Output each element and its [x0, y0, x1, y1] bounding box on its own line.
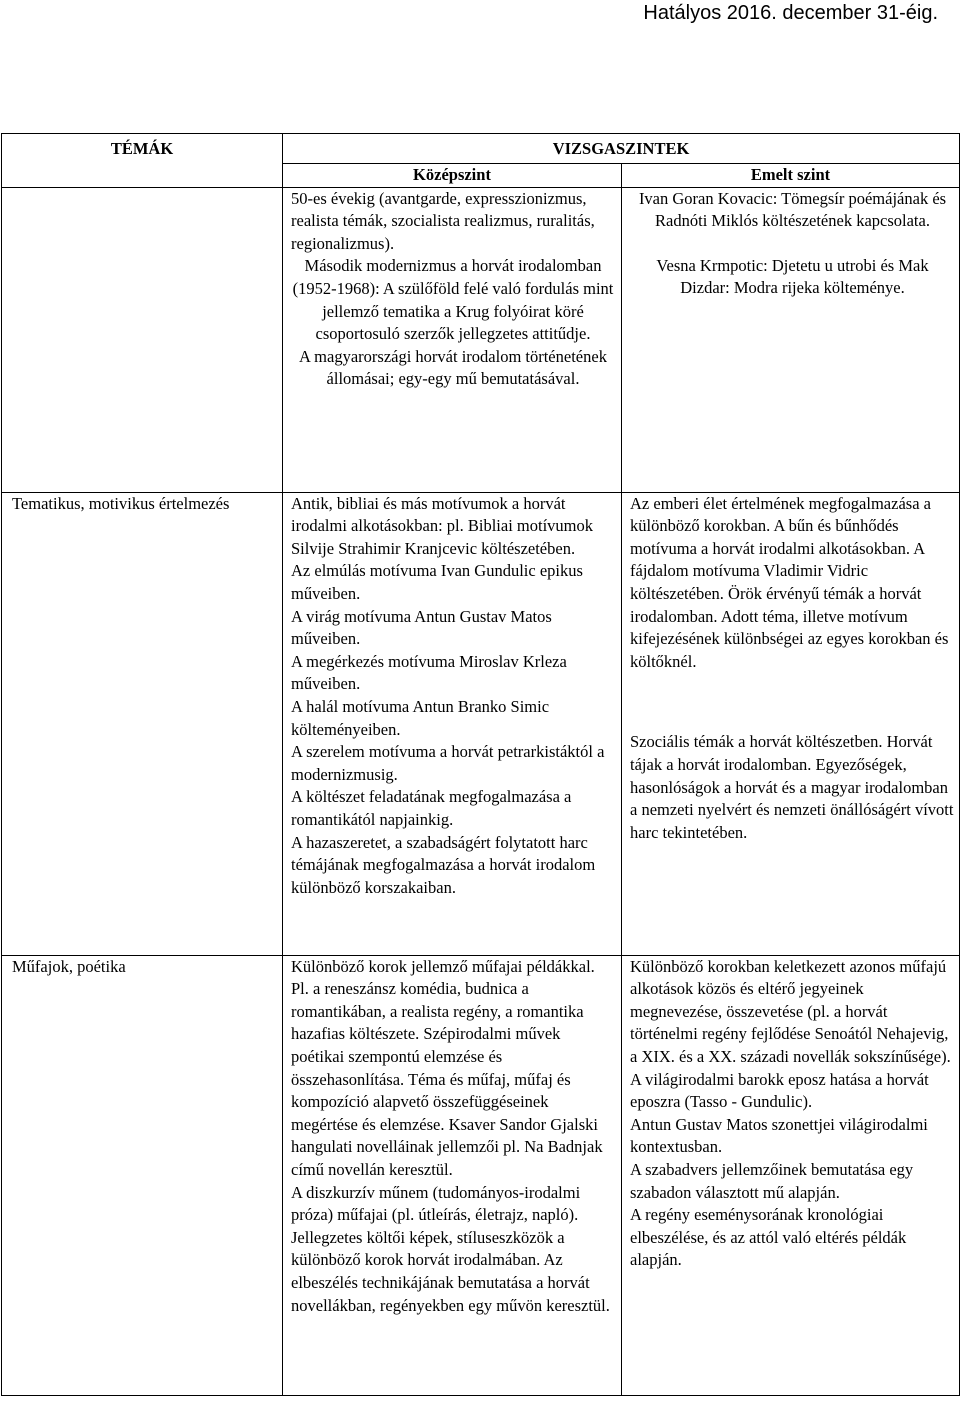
cell-paragraph: Különböző korokban keletkezett azonos műfajú alkotások közös és eltérő jegyeinek megnevezése, összevetése (pl. a horvát történelmi regény fejlődése Senoától Nehajevig, a XIX. és a XX. századi novellák sokszínűsége).: [630, 956, 951, 1066]
table-row: [2, 492, 960, 955]
mid-level-header: Középszint: [283, 164, 622, 188]
cell-paragraph: 50-es évekig (avantgarde, expresszionizmus, realista témák, szocialista realizmus, ruralitás, regionalizmus).: [291, 188, 595, 253]
cell-paragraph: Ivan Goran Kovacic: Tömegsír poémájának és Radnóti Miklós költészetének kapcsolata.: [638, 188, 947, 231]
cell-paragraph: Különböző korok jellemző műfajai példákkal. Pl. a reneszánsz komédia, budnica a romantikában, a realista regény, a romantika hazafias költészete. Szépirodalmi művek poétikai szempontú elemzése és összehasonlítása. Téma és műfaj, műfaj és kompozíció alapvető összefüggéseinek megértése és elemzése. Ksaver Sandor Gjalski hangulati novelláinak jellemzői pl. Na Badnjak című novellán keresztül.: [291, 956, 603, 1179]
cell-paragraph: A költészet feladatának megfogalmazása a romantikától napjainkig.: [291, 787, 572, 829]
exam-levels-header: VIZSGASZINTEK: [283, 134, 960, 164]
cell-paragraph: A szabadvers jellemzőinek bemutatása egy szabadon választott mű alapján.: [630, 1159, 914, 1202]
cell-paragraph: Második modernizmus a horvát irodalomban (1952-1968): A szülőföld felé való fordulás mint jellemző tematika a Krug folyóirat köré csoportosuló szerzők jellegzetes attitűdje.: [292, 256, 614, 344]
cell-paragraph: Antik, bibliai és más motívumok a horvát irodalmi alkotásokban: pl. Bibliai motívumok Silvije Strahimir Kranjcevic költészetében.: [291, 493, 594, 558]
validity-note: Hatályos 2016. december 31-éig.: [643, 2, 938, 24]
cell-paragraph: A virág motívuma Antun Gustav Matos műveiben.: [291, 606, 552, 649]
topic-cell-empty: [2, 187, 283, 492]
cell-paragraph: Antun Gustav Matos szonettjei világirodalmi kontextusban.: [630, 1114, 928, 1157]
cell-paragraph: A hazaszeretet, a szabadságért folytatott harc témájának megfogalmazása a horvát irodalom különböző korszakaiban.: [291, 832, 596, 897]
table-row: [2, 187, 960, 492]
cell-paragraph: A szerelem motívuma a horvát petrarkistáktól a modernizmusig.: [291, 742, 605, 784]
high-level-cell: [622, 187, 960, 492]
mid-level-cell: [283, 492, 622, 955]
cell-paragraph: A diszkurzív műnem (tudományos-irodalmi próza) műfajai (pl. útleírás, életrajz, napló). Jellegzetes költői képek, stíluseszközök a különböző korok horvát irodalmában. Az elbeszélés technikájának bemutatása a horvát novellákban, regényekben egy művön keresztül.: [291, 1182, 610, 1315]
high-level-header: Emelt szint: [622, 164, 960, 188]
header-row-1: [2, 134, 960, 164]
cell-paragraph: Szociális témák a horvát költészetben. Horvát tájak a horvát irodalomban. Egyezőségek, hasonlóságok a horvát és a magyar irodalomban a nemzeti nyelvért és nemzeti önállóságért vívott harc tekintetében.: [630, 732, 954, 842]
cell-paragraph: Vesna Krmpotic: Djetetu u utrobi és Mak Dizdar: Modra rijeka költeménye.: [656, 255, 929, 298]
cell-paragraph: A regény eseménysorának kronológiai elbeszélése, és az attól való eltérés példák alapján.: [630, 1205, 907, 1270]
table-row: [2, 955, 960, 1395]
topic-cell: Tematikus, motivikus értelmezés: [2, 492, 283, 955]
topic-cell: Műfajok, poétika: [2, 955, 283, 1395]
cell-paragraph: A megérkezés motívuma Miroslav Krleza műveiben.: [291, 651, 567, 694]
mid-level-cell: [283, 187, 622, 492]
high-level-cell: [622, 492, 960, 955]
high-level-cell: [622, 955, 960, 1395]
topics-header: TÉMÁK: [2, 134, 283, 188]
cell-paragraph: Az emberi élet értelmének megfogalmazása a különböző korokban. A bűn és bűnhődés motívuma a horvát irodalmi alkotásokban. A fájdalom motívuma Vladimir Vidric költészetében. Örök érvényű témák a horvát irodalomban. Adott téma, illetve motívum kifejezésének különbségei az egyes korokban és költőknél.: [630, 493, 949, 671]
curriculum-table: [1, 133, 960, 1396]
cell-paragraph: A magyarországi horvát irodalom történetének állomásai; egy-egy mű bemutatásával.: [299, 346, 607, 389]
cell-paragraph: Az elmúlás motívuma Ivan Gundulic epikus műveiben.: [291, 561, 583, 603]
mid-level-cell: [283, 955, 622, 1395]
cell-paragraph: A halál motívuma Antun Branko Simic költeményeiben.: [291, 696, 550, 739]
cell-paragraph: A világirodalmi barokk eposz hatása a horvát eposzra (Tasso - Gundulic).: [630, 1069, 929, 1112]
